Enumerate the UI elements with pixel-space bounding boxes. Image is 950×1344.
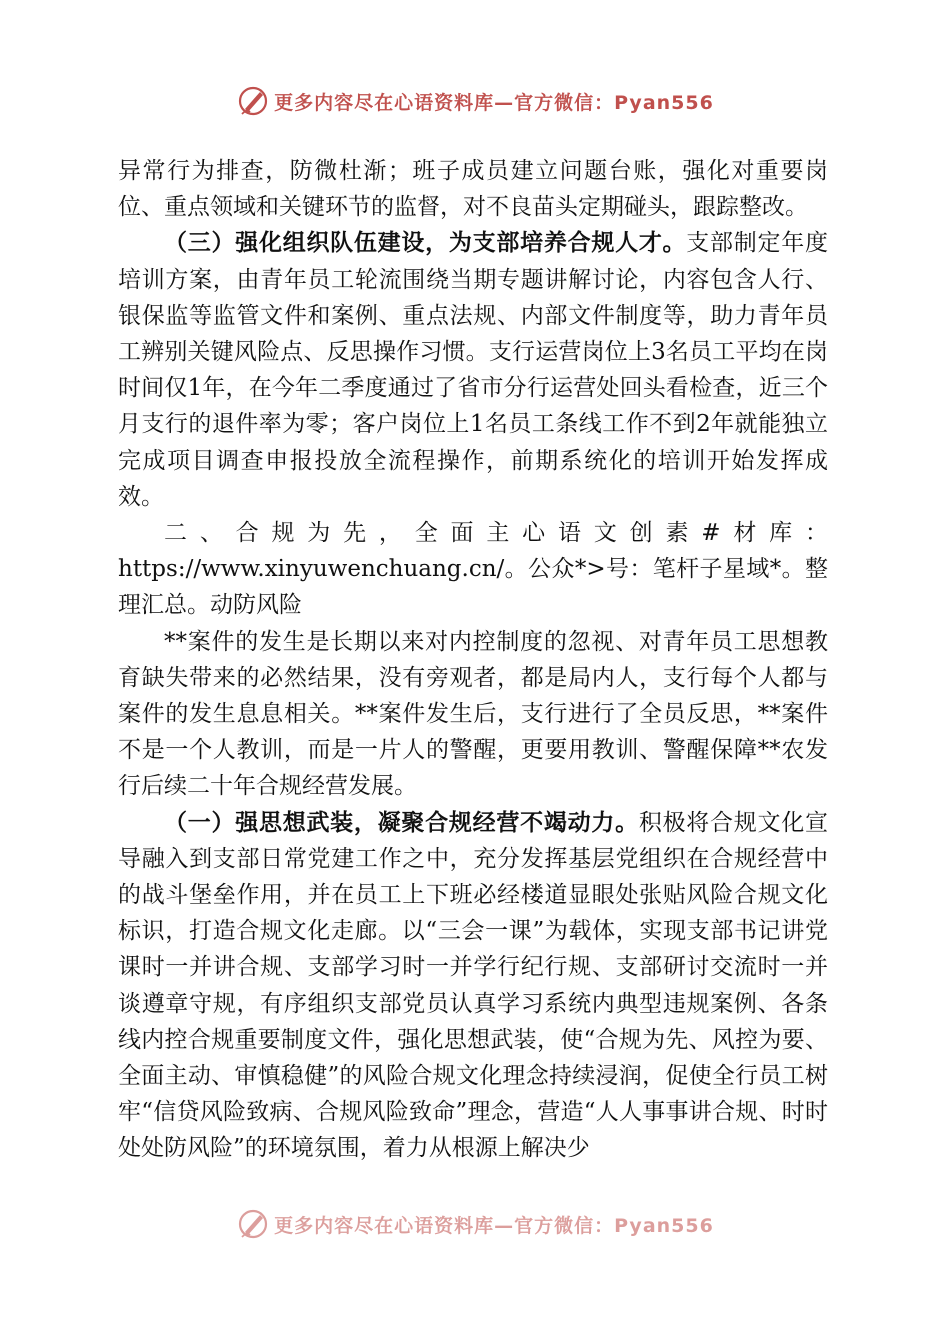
paragraph-text: 异常行为排查，防微杜渐；班子成员建立问题台账，强化对重要岗位、重点领域和关键环节的监督，对不良苗头定期碰头，跟踪整改。 [118,158,828,221]
paragraph-text: 积极将合规文化宣导融入到支部日常党建工作之中，充分发挥基层党组织在合规经营中的战斗堡垒作用，并在员工上下班必经楼道显眼处张贴风险合规文化标识，打造合规文化走廊。以“三会一课”为载体，实现支部书记讲党课时一并讲合规、支部学习时一并学行纪行规、支部研讨交流时一并谈遵章守规，有序组织支部党员认真学习系统内典型违规案例、各条线内控合规重要制度文件，强化思想武装，使“合规为先、风控为要、全面主动、审慎稳健”的风险合规文化理念持续浸润，促使全行员工树牢“信贷风险致病、合规风险致命”理念，营造“人人事事讲合规、时时处处防风险”的环境氛围，着力从根源上解决少 [118,809,829,1162]
paragraph-text: **案件的发生是长期以来对内控制度的忽视、对青年员工思想教育缺失带来的必然结果，没有旁观者，都是局内人，支行每个人都与案件的发生息息相关。**案件发生后，支行进行了全员反思，**案件不是一个人教训，而是一片人的警醒，更要用教训、警醒保障**农发行后续二十年合规经营发展。 [118,628,828,800]
watermark-banner-top [0,84,950,118]
paragraph-text: 二、合规为先，全面主心语文创素#材库：https://www.xinyuwenchuang.cn/。公众*>号：笔杆子星域*。整理汇总。动防风险 [118,520,828,619]
pen-logo-icon [236,84,270,118]
watermark-banner-bottom [0,1207,950,1241]
paragraph [118,805,828,1167]
paragraph [118,624,828,805]
paragraph [118,153,828,225]
section-heading: （一）强思想武装，凝聚合规经营不竭动力。 [164,808,639,836]
watermark-text: 更多内容尽在心语资料库—官方微信：Pyan556 [274,1214,714,1237]
document-body [118,153,828,1167]
watermark-text: 更多内容尽在心语资料库—官方微信：Pyan556 [274,91,714,114]
paragraph [118,515,828,624]
pen-logo-icon [236,1207,270,1241]
paragraph-text: 支部制定年度培训方案，由青年员工轮流围绕当期专题讲解讨论，内容包含人行、银保监等监管文件和案例、重点法规、内部文件制度等，助力青年员工辨别关键风险点、反思操作习惯。支行运营岗位上3名员工平均在岗时间仅1年，在今年二季度通过了省市分行运营处回头看检查，近三个月支行的退件率为零；客户岗位上1名员工条线工作不到2年就能独立完成项目调查申报投放全流程操作，前期系统化的培训开始发挥成效。 [118,230,829,510]
paragraph [118,225,828,515]
section-heading: （三）强化组织队伍建设，为支部培养合规人才。 [164,229,687,257]
